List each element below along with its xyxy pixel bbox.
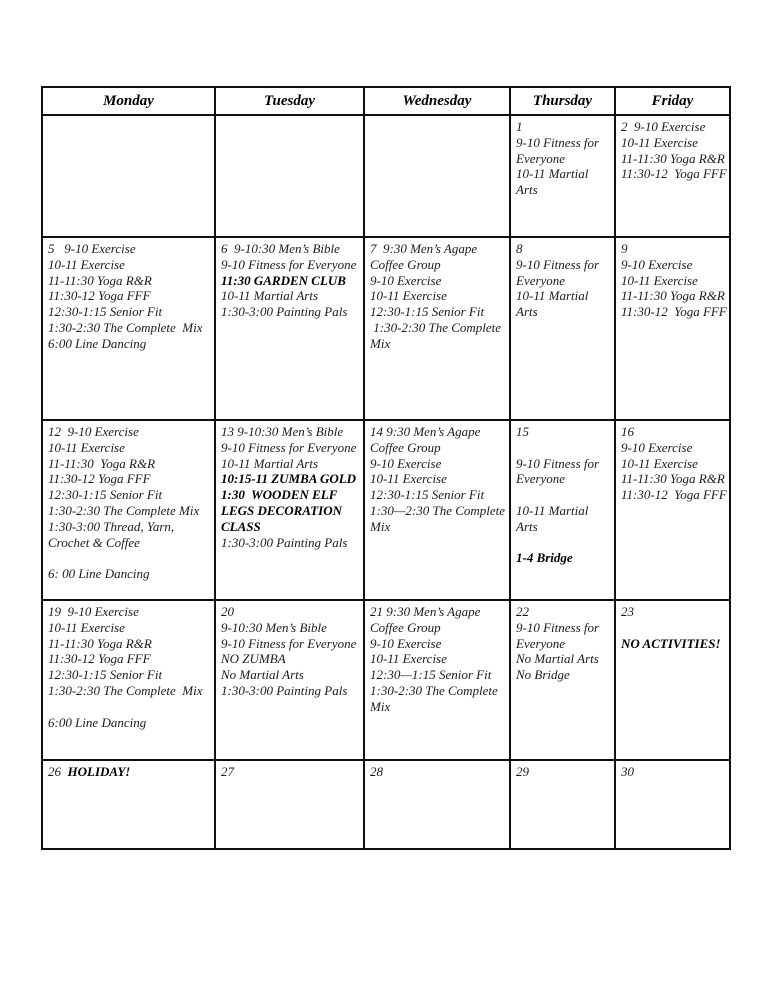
cell-line xyxy=(370,667,507,683)
cell-line xyxy=(221,764,361,780)
cell-line xyxy=(48,487,212,503)
cell-line xyxy=(221,257,361,273)
cell-line xyxy=(516,620,612,652)
event-text: 9 xyxy=(621,241,628,256)
event-text: 12 9-10 Exercise xyxy=(48,424,139,439)
cell-line xyxy=(48,288,212,304)
cell-line xyxy=(516,166,612,198)
event-text: 12:30-1:15 Senior Fit xyxy=(370,304,485,320)
event-text: 1:30-3:00 Painting Pals xyxy=(221,682,348,698)
highlighted-event-text: 11:30 GARDEN CLUB xyxy=(221,272,346,288)
calendar-day-cell xyxy=(615,420,730,600)
event-text: 14 9:30 Men’s Agape Coffee Group xyxy=(370,424,484,455)
highlighted-event-text: 1:30 WOODEN ELF LEGS DECORATION CLASS xyxy=(221,487,346,534)
day-header-wednesday: Wednesday xyxy=(364,87,510,115)
cell-line xyxy=(621,135,727,151)
cell-line xyxy=(516,667,612,683)
event-text: 10-11 Martial Arts xyxy=(221,288,319,304)
event-text: 1:30-3:00 Painting Pals xyxy=(221,534,348,550)
cell-line xyxy=(48,683,212,699)
cell-line xyxy=(516,456,612,488)
calendar-day-cell xyxy=(215,600,364,760)
cell-line xyxy=(48,424,212,440)
highlighted-event-text: HOLIDAY! xyxy=(67,764,131,779)
cell-line xyxy=(48,636,212,652)
calendar-day-cell xyxy=(615,600,730,760)
event-text: 10-11 Martial Arts xyxy=(221,455,319,471)
event-text: 1 xyxy=(516,119,523,134)
event-text: 10-11 Martial Arts xyxy=(516,288,592,320)
calendar-day-cell xyxy=(364,237,510,420)
cell-line xyxy=(516,241,612,257)
cell-line xyxy=(516,604,612,620)
event-text: 2 9-10 Exercise xyxy=(621,119,706,134)
event-text: 1:30-2:30 The Complete Mix xyxy=(370,319,505,351)
cell-line xyxy=(621,166,727,182)
cell-line xyxy=(621,288,727,304)
activities-calendar-table xyxy=(41,86,731,850)
event-text: No Martial Arts xyxy=(516,651,599,667)
cell-line xyxy=(621,257,727,273)
cell-line xyxy=(221,604,361,620)
calendar-day-cell xyxy=(510,760,615,849)
event-text: 12:30-1:15 Senior Fit xyxy=(48,487,163,503)
event-text: 13 9-10:30 Men’s Bible xyxy=(221,424,344,439)
event-text: 16 xyxy=(621,424,634,439)
cell-line xyxy=(48,304,212,320)
event-text: 11:30-12 Yoga FFF xyxy=(621,304,727,320)
calendar-day-cell xyxy=(364,760,510,849)
cell-line xyxy=(221,440,361,456)
cell-line xyxy=(221,424,361,440)
cell-line xyxy=(48,320,212,336)
event-text: 11-11:30 Yoga R&R xyxy=(621,471,725,487)
cell-line xyxy=(221,636,361,652)
calendar-day-cell xyxy=(510,115,615,237)
cell-line xyxy=(48,651,212,667)
calendar-day-cell xyxy=(215,115,364,237)
cell-line xyxy=(48,604,212,620)
cell-line xyxy=(370,683,507,699)
cell-line xyxy=(621,119,727,135)
event-text: 8 xyxy=(516,241,523,256)
event-text: 11:30-12 Yoga FFF xyxy=(48,471,151,487)
calendar-day-cell xyxy=(510,420,615,600)
cell-line xyxy=(48,440,212,456)
cell-line xyxy=(221,535,361,551)
cell-line xyxy=(621,304,727,320)
cell-line xyxy=(370,320,507,352)
day-header-thursday: Thursday xyxy=(510,87,615,115)
event-text: 5 9-10 Exercise xyxy=(48,241,136,256)
event-text: 11:30-12 Yoga FFF xyxy=(621,166,727,182)
event-text: 9-10 Fitness for Everyone xyxy=(516,455,603,487)
cell-line xyxy=(621,487,727,503)
cell-line xyxy=(48,715,212,731)
cell-line xyxy=(370,471,507,487)
event-text: 1:30-2:30 The Complete Mix xyxy=(48,502,200,518)
cell-line xyxy=(221,273,361,289)
cell-line xyxy=(621,241,727,257)
event-text: 9-10 Exercise xyxy=(621,439,693,455)
event-text: 11-11:30 Yoga R&R xyxy=(48,635,152,651)
event-text: 27 xyxy=(221,764,234,779)
event-text: 10-11 Exercise xyxy=(48,256,125,272)
event-text: 12:30-1:15 Senior Fit xyxy=(370,487,485,503)
event-text: 11:30-12 Yoga FFF xyxy=(48,651,151,667)
day-header-monday: Monday xyxy=(42,87,215,115)
week-row xyxy=(42,760,730,849)
cell-line xyxy=(370,604,507,636)
event-text: 9-10 Fitness for Everyone xyxy=(516,256,603,288)
event-text: 19 9-10 Exercise xyxy=(48,604,139,619)
highlighted-event-text: 1-4 Bridge xyxy=(516,550,573,566)
cell-line xyxy=(48,667,212,683)
cell-line xyxy=(516,535,612,551)
calendar-day-cell xyxy=(364,600,510,760)
event-text: NO ZUMBA xyxy=(221,651,286,667)
cell-line xyxy=(48,566,212,582)
cell-line xyxy=(370,764,507,780)
cell-line xyxy=(48,456,212,472)
event-text: 20 xyxy=(221,604,234,619)
event-text: 1:30-2:30 The Complete xyxy=(370,682,498,698)
cell-line xyxy=(370,456,507,472)
event-text: 12:30-1:15 Senior Fit xyxy=(48,304,163,320)
cell-line xyxy=(370,651,507,667)
event-text: 1:30—2:30 The Complete Mix xyxy=(370,502,509,534)
event-text: 15 xyxy=(516,424,529,439)
event-text: 1:30-2:30 The Complete Mix xyxy=(48,682,203,698)
cell-line xyxy=(48,764,212,780)
calendar-day-cell xyxy=(615,760,730,849)
cell-line xyxy=(221,651,361,667)
day-header-row xyxy=(42,87,730,115)
cell-line xyxy=(516,550,612,566)
event-text: 29 xyxy=(516,764,529,779)
event-text: 10-11 Exercise xyxy=(621,134,698,150)
event-text: 23 xyxy=(621,604,634,619)
cell-line xyxy=(516,764,612,780)
cell-line xyxy=(516,651,612,667)
cell-line xyxy=(48,241,212,257)
calendar-day-cell xyxy=(215,237,364,420)
cell-line xyxy=(621,273,727,289)
week-row xyxy=(42,115,730,237)
event-text: 10-11 Exercise xyxy=(48,439,125,455)
week-row xyxy=(42,420,730,600)
event-text: 10-11 Exercise xyxy=(621,455,698,471)
event-text: 6:00 Line Dancing xyxy=(48,714,147,730)
event-text: 9-10 Fitness for Everyone xyxy=(516,619,603,651)
event-text: 9-10 Fitness for Everyone xyxy=(516,134,603,166)
cell-line xyxy=(221,304,361,320)
event-text: 1:30-3:00 Painting Pals xyxy=(221,304,348,320)
calendar-day-cell xyxy=(42,760,215,849)
cell-line xyxy=(621,440,727,456)
cell-line xyxy=(48,336,212,352)
cell-line xyxy=(221,471,361,487)
event-text: No Martial Arts xyxy=(221,667,304,683)
event-text: 11-11:30 Yoga R&R xyxy=(621,150,725,166)
cell-line xyxy=(516,257,612,289)
cell-line xyxy=(621,471,727,487)
event-text: 9-10 Fitness for Everyone xyxy=(221,439,357,455)
cell-line xyxy=(370,304,507,320)
cell-line xyxy=(48,519,212,551)
event-text: 9-10 Exercise xyxy=(370,635,442,651)
cell-line xyxy=(370,503,507,535)
cell-line xyxy=(621,424,727,440)
event-text: 11-11:30 Yoga R&R xyxy=(48,455,156,471)
event-text: 11-11:30 Yoga R&R xyxy=(48,272,152,288)
cell-line xyxy=(516,503,612,535)
calendar-day-cell xyxy=(364,420,510,600)
cell-line xyxy=(48,273,212,289)
event-text: 7 9:30 Men’s Agape Coffee Group xyxy=(370,241,481,272)
event-text: No Bridge xyxy=(516,667,570,683)
cell-line xyxy=(621,456,727,472)
event-text: 11:30-12 Yoga FFF xyxy=(621,487,727,503)
calendar-day-cell xyxy=(364,115,510,237)
event-text: 26 xyxy=(48,764,68,779)
cell-line xyxy=(221,487,361,534)
cell-line xyxy=(48,257,212,273)
event-text: 11-11:30 Yoga R&R xyxy=(621,288,725,304)
event-text: 11:30-12 Yoga FFF xyxy=(48,288,151,304)
week-row xyxy=(42,600,730,760)
calendar-day-cell xyxy=(42,600,215,760)
cell-line xyxy=(516,424,612,440)
event-text: 9-10:30 Men’s Bible xyxy=(221,619,327,635)
calendar-day-cell xyxy=(510,237,615,420)
cell-line xyxy=(516,440,612,456)
highlighted-event-text: NO ACTIVITIES! xyxy=(621,635,721,651)
cell-line xyxy=(221,456,361,472)
calendar-day-cell xyxy=(615,115,730,237)
event-text: 10-11 Exercise xyxy=(370,651,447,667)
calendar-day-cell xyxy=(615,237,730,420)
cell-line xyxy=(48,620,212,636)
cell-line xyxy=(516,135,612,167)
cell-line xyxy=(370,273,507,289)
cell-line xyxy=(621,604,727,620)
cell-line xyxy=(621,636,727,652)
cell-line xyxy=(48,503,212,519)
cell-line xyxy=(621,620,727,636)
event-text: 12:30-1:15 Senior Fit xyxy=(48,667,163,683)
event-text: 22 xyxy=(516,604,529,619)
cell-line xyxy=(370,288,507,304)
cell-line xyxy=(621,151,727,167)
calendar-day-cell xyxy=(42,420,215,600)
cell-line xyxy=(221,667,361,683)
calendar-day-cell xyxy=(42,115,215,237)
event-text: 30 xyxy=(621,764,634,779)
event-text: 10-11 Exercise xyxy=(370,471,447,487)
week-row xyxy=(42,237,730,420)
cell-line xyxy=(370,424,507,456)
cell-line xyxy=(621,764,727,780)
event-text: 6: 00 Line Dancing xyxy=(48,566,150,582)
event-text: 10-11 Exercise xyxy=(621,272,698,288)
cell-line xyxy=(516,487,612,503)
event-text: 6 9-10:30 Men’s Bible xyxy=(221,241,340,256)
cell-line xyxy=(516,119,612,135)
event-text: 9-10 Fitness for Everyone xyxy=(221,635,357,651)
day-header-friday: Friday xyxy=(615,87,730,115)
cell-line xyxy=(221,620,361,636)
cell-line xyxy=(221,683,361,699)
cell-line xyxy=(48,471,212,487)
event-text: 1:30-3:00 Thread, Yarn, Crochet & Coffee xyxy=(48,518,178,550)
event-text: 6:00 Line Dancing xyxy=(48,335,147,351)
cell-line xyxy=(48,699,212,715)
event-text: 10-11 Martial Arts xyxy=(516,502,592,534)
cell-line xyxy=(221,288,361,304)
highlighted-event-text: 10:15-11 ZUMBA GOLD xyxy=(221,471,357,487)
event-text: 9-10 Fitness for Everyone xyxy=(221,256,357,272)
cell-line xyxy=(48,550,212,566)
calendar-day-cell xyxy=(215,760,364,849)
calendar-day-cell xyxy=(510,600,615,760)
day-header-tuesday: Tuesday xyxy=(215,87,364,115)
cell-line xyxy=(370,699,507,715)
cell-line xyxy=(370,636,507,652)
event-text: 10-11 Exercise xyxy=(48,619,125,635)
event-text: 28 xyxy=(370,764,383,779)
event-text: 21 9:30 Men’s Agape Coffee Group xyxy=(370,604,484,635)
cell-line xyxy=(516,288,612,320)
event-text: 10-11 Exercise xyxy=(370,288,447,304)
event-text: 9-10 Exercise xyxy=(621,256,693,272)
event-text: 9-10 Exercise xyxy=(370,272,442,288)
calendar-day-cell xyxy=(215,420,364,600)
event-text: 9-10 Exercise xyxy=(370,455,442,471)
event-text: 10-11 Martial Arts xyxy=(516,166,592,198)
cell-line xyxy=(370,487,507,503)
cell-line xyxy=(370,241,507,273)
cell-line xyxy=(221,241,361,257)
event-text: Mix xyxy=(370,698,391,714)
calendar-day-cell xyxy=(42,237,215,420)
event-text: 12:30—1:15 Senior Fit xyxy=(370,667,492,683)
event-text: 1:30-2:30 The Complete Mix xyxy=(48,319,203,335)
